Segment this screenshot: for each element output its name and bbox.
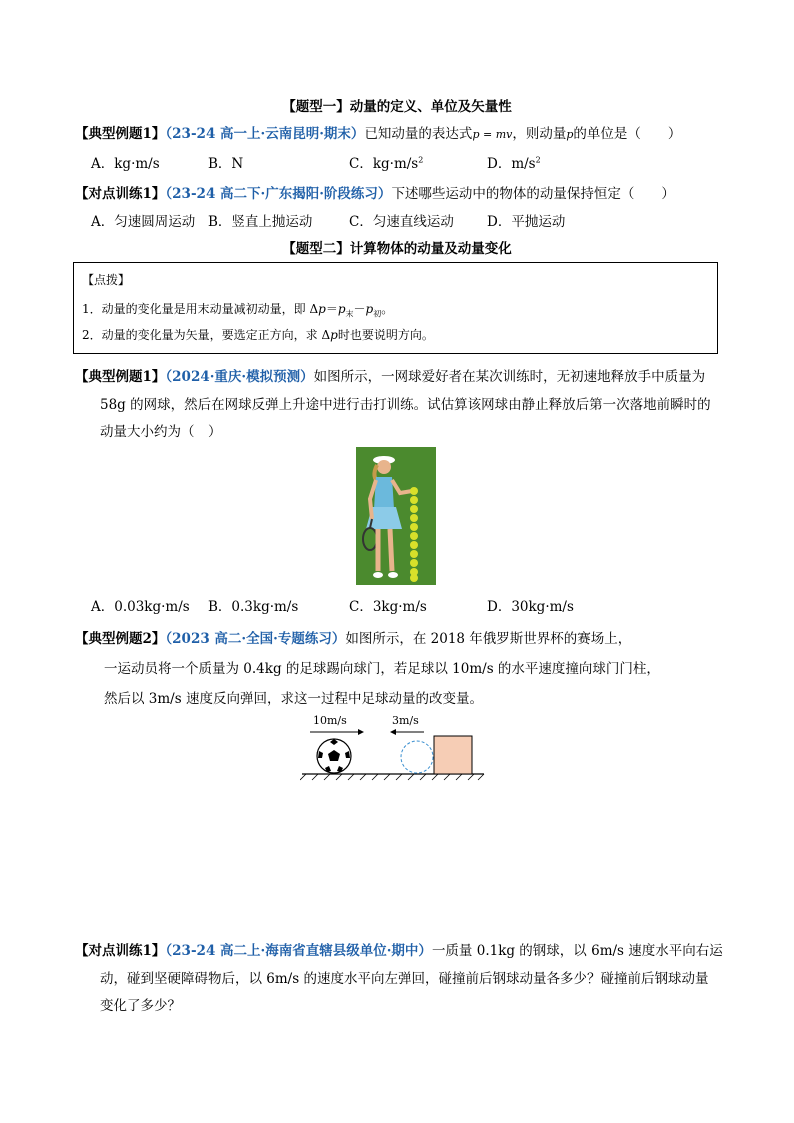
goal-post-block xyxy=(434,736,472,774)
question-tag: 【典型例题2】 xyxy=(75,631,166,647)
question-2-3 xyxy=(75,939,723,959)
option-a: A．0.03kg·m/s xyxy=(91,599,190,615)
question-source: （2024·重庆·模拟预测） xyxy=(165,369,314,385)
question-text: 已知动量的表达式 xyxy=(364,126,473,142)
question-source: （23-24 高一上·云南昆明·期末） xyxy=(165,126,365,142)
question-text-line: 然后以 3m/s 速度反向弹回，求这一过程中足球动量的改变量。 xyxy=(104,691,483,707)
option-c: C．匀速直线运动 xyxy=(349,214,454,230)
section2-title: 【题型二】计算物体的动量及动量变化 xyxy=(282,241,512,257)
question-text-line: 58g 的网球，然后在网球反弹上升途中进行击打训练。试估算该网球由静止释放后第一次落地前瞬时的 xyxy=(100,397,711,413)
symbol: p xyxy=(566,128,574,141)
question-1-2 xyxy=(75,182,675,202)
arrow-left-icon xyxy=(390,729,396,735)
option-b: B．竖直上抛运动 xyxy=(208,214,313,230)
soccer-ball-icon xyxy=(317,739,351,773)
option-b: B．N xyxy=(208,156,244,172)
question-2-2 xyxy=(75,627,631,647)
question-text-line: 变化了多少？ xyxy=(100,998,181,1014)
question-source: （2023 高二·全国·专题练习） xyxy=(165,631,346,647)
option-a: A．kg·m/s xyxy=(91,156,160,172)
question-text: 如图所示，一网球爱好者在某次训练时，无初速地释放手中质量为 xyxy=(313,369,706,385)
option-c: C．3kg·m/s xyxy=(349,599,427,615)
option-d: D．平抛运动 xyxy=(487,214,566,230)
tips-line-2: 2．动量的变化量为矢量，要选定正方向，求 Δp时也要说明方向。 xyxy=(82,328,434,342)
arrow-right-icon xyxy=(358,729,364,735)
tennis-player-image xyxy=(356,447,436,585)
question-tag: 【对点训练1】 xyxy=(75,186,166,202)
question-text-line: 动量大小约为（ ） xyxy=(100,424,222,440)
question-text: 如图所示，在 2018 年俄罗斯世界杯的赛场上， xyxy=(345,631,632,647)
tips-box xyxy=(73,262,718,354)
section1-title: 【题型一】动量的定义、单位及矢量性 xyxy=(282,99,512,115)
question-text: 下述哪些运动中的物体的动量保持恒定（ ） xyxy=(391,186,675,202)
question-tag: 【典型例题1】 xyxy=(75,369,166,385)
option-b: B．0.3kg·m/s xyxy=(208,599,299,615)
question-text-line: 动，碰到坚硬障碍物后，以 6m/s 的速度水平向左弹回，碰撞前后钢球动量各多少？碰撞前后钢球动量 xyxy=(100,971,709,987)
formula: p = mv xyxy=(472,128,513,141)
question-text-line: 一运动员将一个质量为 0.4kg 的足球踢向球门，若足球以 10m/s 的水平速度撞向球门门柱， xyxy=(104,661,660,677)
question-text: 一质量 0.1kg 的钢球，以 6m/s 速度水平向右运 xyxy=(431,943,723,959)
option-a: A．匀速圆周运动 xyxy=(91,214,196,230)
tips-line-1: 1．动量的变化量是用末动量减初动量，即 $\Delta p=p_末-p_初$。 xyxy=(82,302,394,319)
question-text: ，则动量 xyxy=(512,126,567,142)
question-source: （23-24 高二下·广东揭阳·阶段练习） xyxy=(165,186,392,202)
question-text: 的单位是（ ） xyxy=(573,126,682,142)
question-2-1 xyxy=(75,365,705,385)
tips-heading: 【点拨】 xyxy=(82,273,131,287)
question-source: （23-24 高二上·海南省直辖县级单位·期中） xyxy=(165,943,432,959)
rebound-ball xyxy=(401,741,433,773)
question-tag: 【对点训练1】 xyxy=(75,943,166,959)
velocity-label-2: 3m/s xyxy=(392,714,419,727)
question-tag: 【典型例题1】 xyxy=(75,126,166,142)
option-c: C．$kg\cdot m/s^2$ xyxy=(349,155,424,172)
option-d: D．30kg·m/s xyxy=(487,599,574,615)
football-diagram xyxy=(300,726,490,782)
option-d: D．$m/s^2$ xyxy=(487,155,541,172)
question-1-1 xyxy=(75,122,681,142)
velocity-label-1: 10m/s xyxy=(313,714,347,727)
